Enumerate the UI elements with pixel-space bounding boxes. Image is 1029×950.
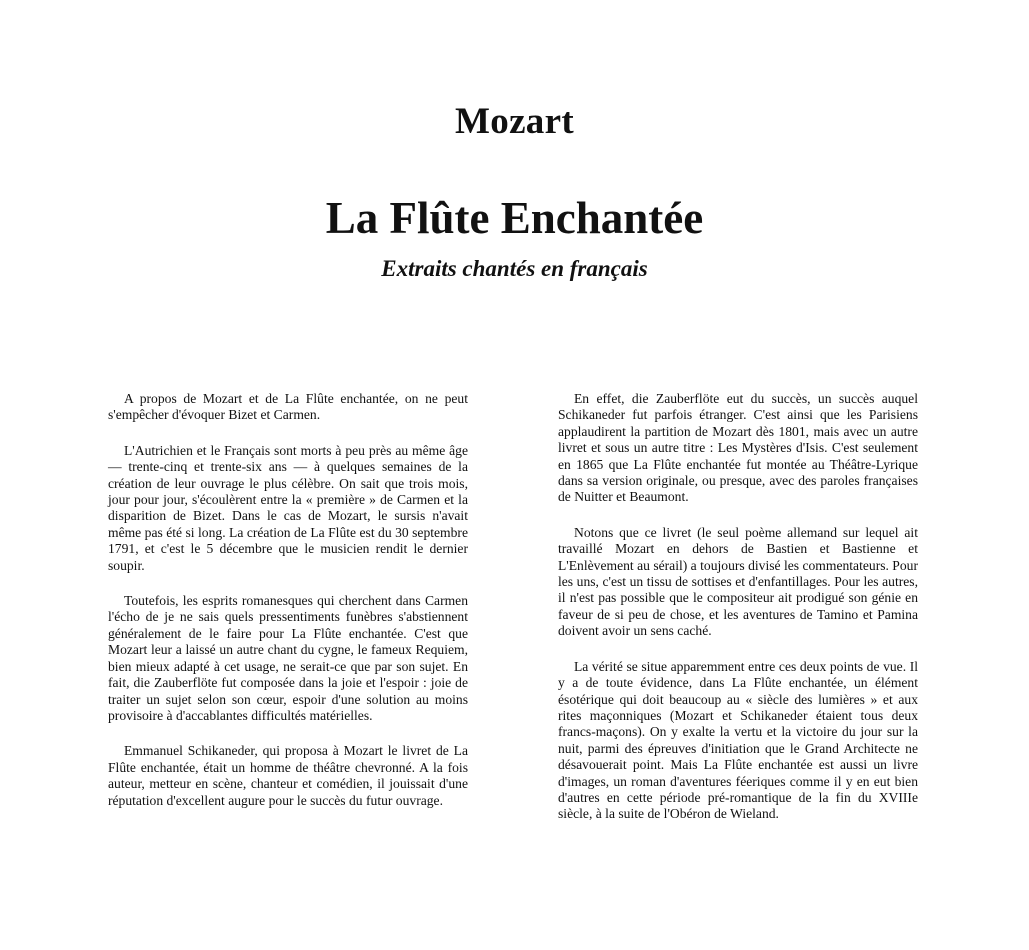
paragraph: En effet, die Zauberflöte eut du succès, un succès auquel Schikaneder fut parfois étranger. C'est ainsi que les Parisiens applaudirent la partition de Mozart dès 1801, mais avec un autre livret et sous un autre titre : Les Mystères d'Isis. C'est seulement en 1865 que La Flûte enchantée fut montée au Théâtre-Lyrique dans sa version originale, ou presque, avec des paroles françaises de Nuitter et Beaumont. (558, 391, 918, 505)
paragraph: A propos de Mozart et de La Flûte enchantée, on ne peut s'empêcher d'évoquer Bizet et Carmen. (108, 391, 468, 423)
left-text-column (108, 391, 468, 809)
paragraph: L'Autrichien et le Français sont morts à peu près au même âge — trente-cinq et trente-six ans — à quelques semaines de la création de leur ouvrage le plus célèbre. On sait que trois mois, jour pour jour, s'écoulèrent entre la « première » de Carmen et la disparition de Bizet. Dans le cas de Mozart, le sursis n'avait même pas été si long. La création de La Flûte est du 30 septembre 1791, et c'est le 5 décembre que le musicien rendit le dernier soupir. (108, 442, 468, 573)
page-subtitle: Extraits chantés en français (381, 256, 648, 281)
right-text-column (558, 391, 918, 823)
paragraph: Toutefois, les esprits romanesques qui cherchent dans Carmen l'écho de je ne sais quels pressentiments funèbres s'abstiennent généralement de le faire pour La Flûte enchantée. C'est que Mozart leur a laissé un autre chant du cygne, le fameux Requiem, bien mieux adapté à cet usage, ne serait-ce que par son sujet. En fait, die Zauberflöte fut composée dans la joie et l'espoir : joie de traiter un sujet selon son cœur, espoir d'une solution au moins provisoire à d'accablantes difficultés matérielles. (108, 593, 468, 723)
paragraph: Notons que ce livret (le seul poème allemand sur lequel ait travaillé Mozart en dehors de Bastien et Bastienne et L'Enlèvement au sérail) a toujours divisé les commentateurs. Pour les uns, c'est un tissu de sottises et d'enfantillages. Pour les autres, il n'est pas possible que le compositeur ait prodigué son génie en faveur de si peu de chose, et les aventures de Tamino et Pamina doivent avoir un sens caché. (558, 524, 918, 639)
composer-heading: Mozart (455, 101, 574, 142)
page-title: La Flûte Enchantée (325, 193, 704, 243)
paragraph: La vérité se situe apparemment entre ces deux points de vue. Il y a de toute évidence, dans La Flûte enchantée, un élément ésotérique qui doit beaucoup au « siècle des lumières » et aux rites maçonniques (Mozart et Schikaneder étaient tous deux francs-maçons). On y exalte la vertu et la victoire du jour sur la nuit, parmi des épreuves d'initiation que le Grand Architecte ne désavouerait point. Mais La Flûte enchantée est aussi un livre d'images, un roman d'aventures féeriques comme il y en eut bien d'autres en cette période pré-romantique de la fin du XVIIIe siècle, à la suite de l'Obéron de Wieland. (558, 658, 918, 822)
paragraph: Emmanuel Schikaneder, qui proposa à Mozart le livret de La Flûte enchantée, était un homme de théâtre chevronné. A la fois auteur, metteur en scène, chanteur et comédien, il jouissait d'une réputation d'excellent augure pour le succès du futur ouvrage. (108, 743, 468, 808)
